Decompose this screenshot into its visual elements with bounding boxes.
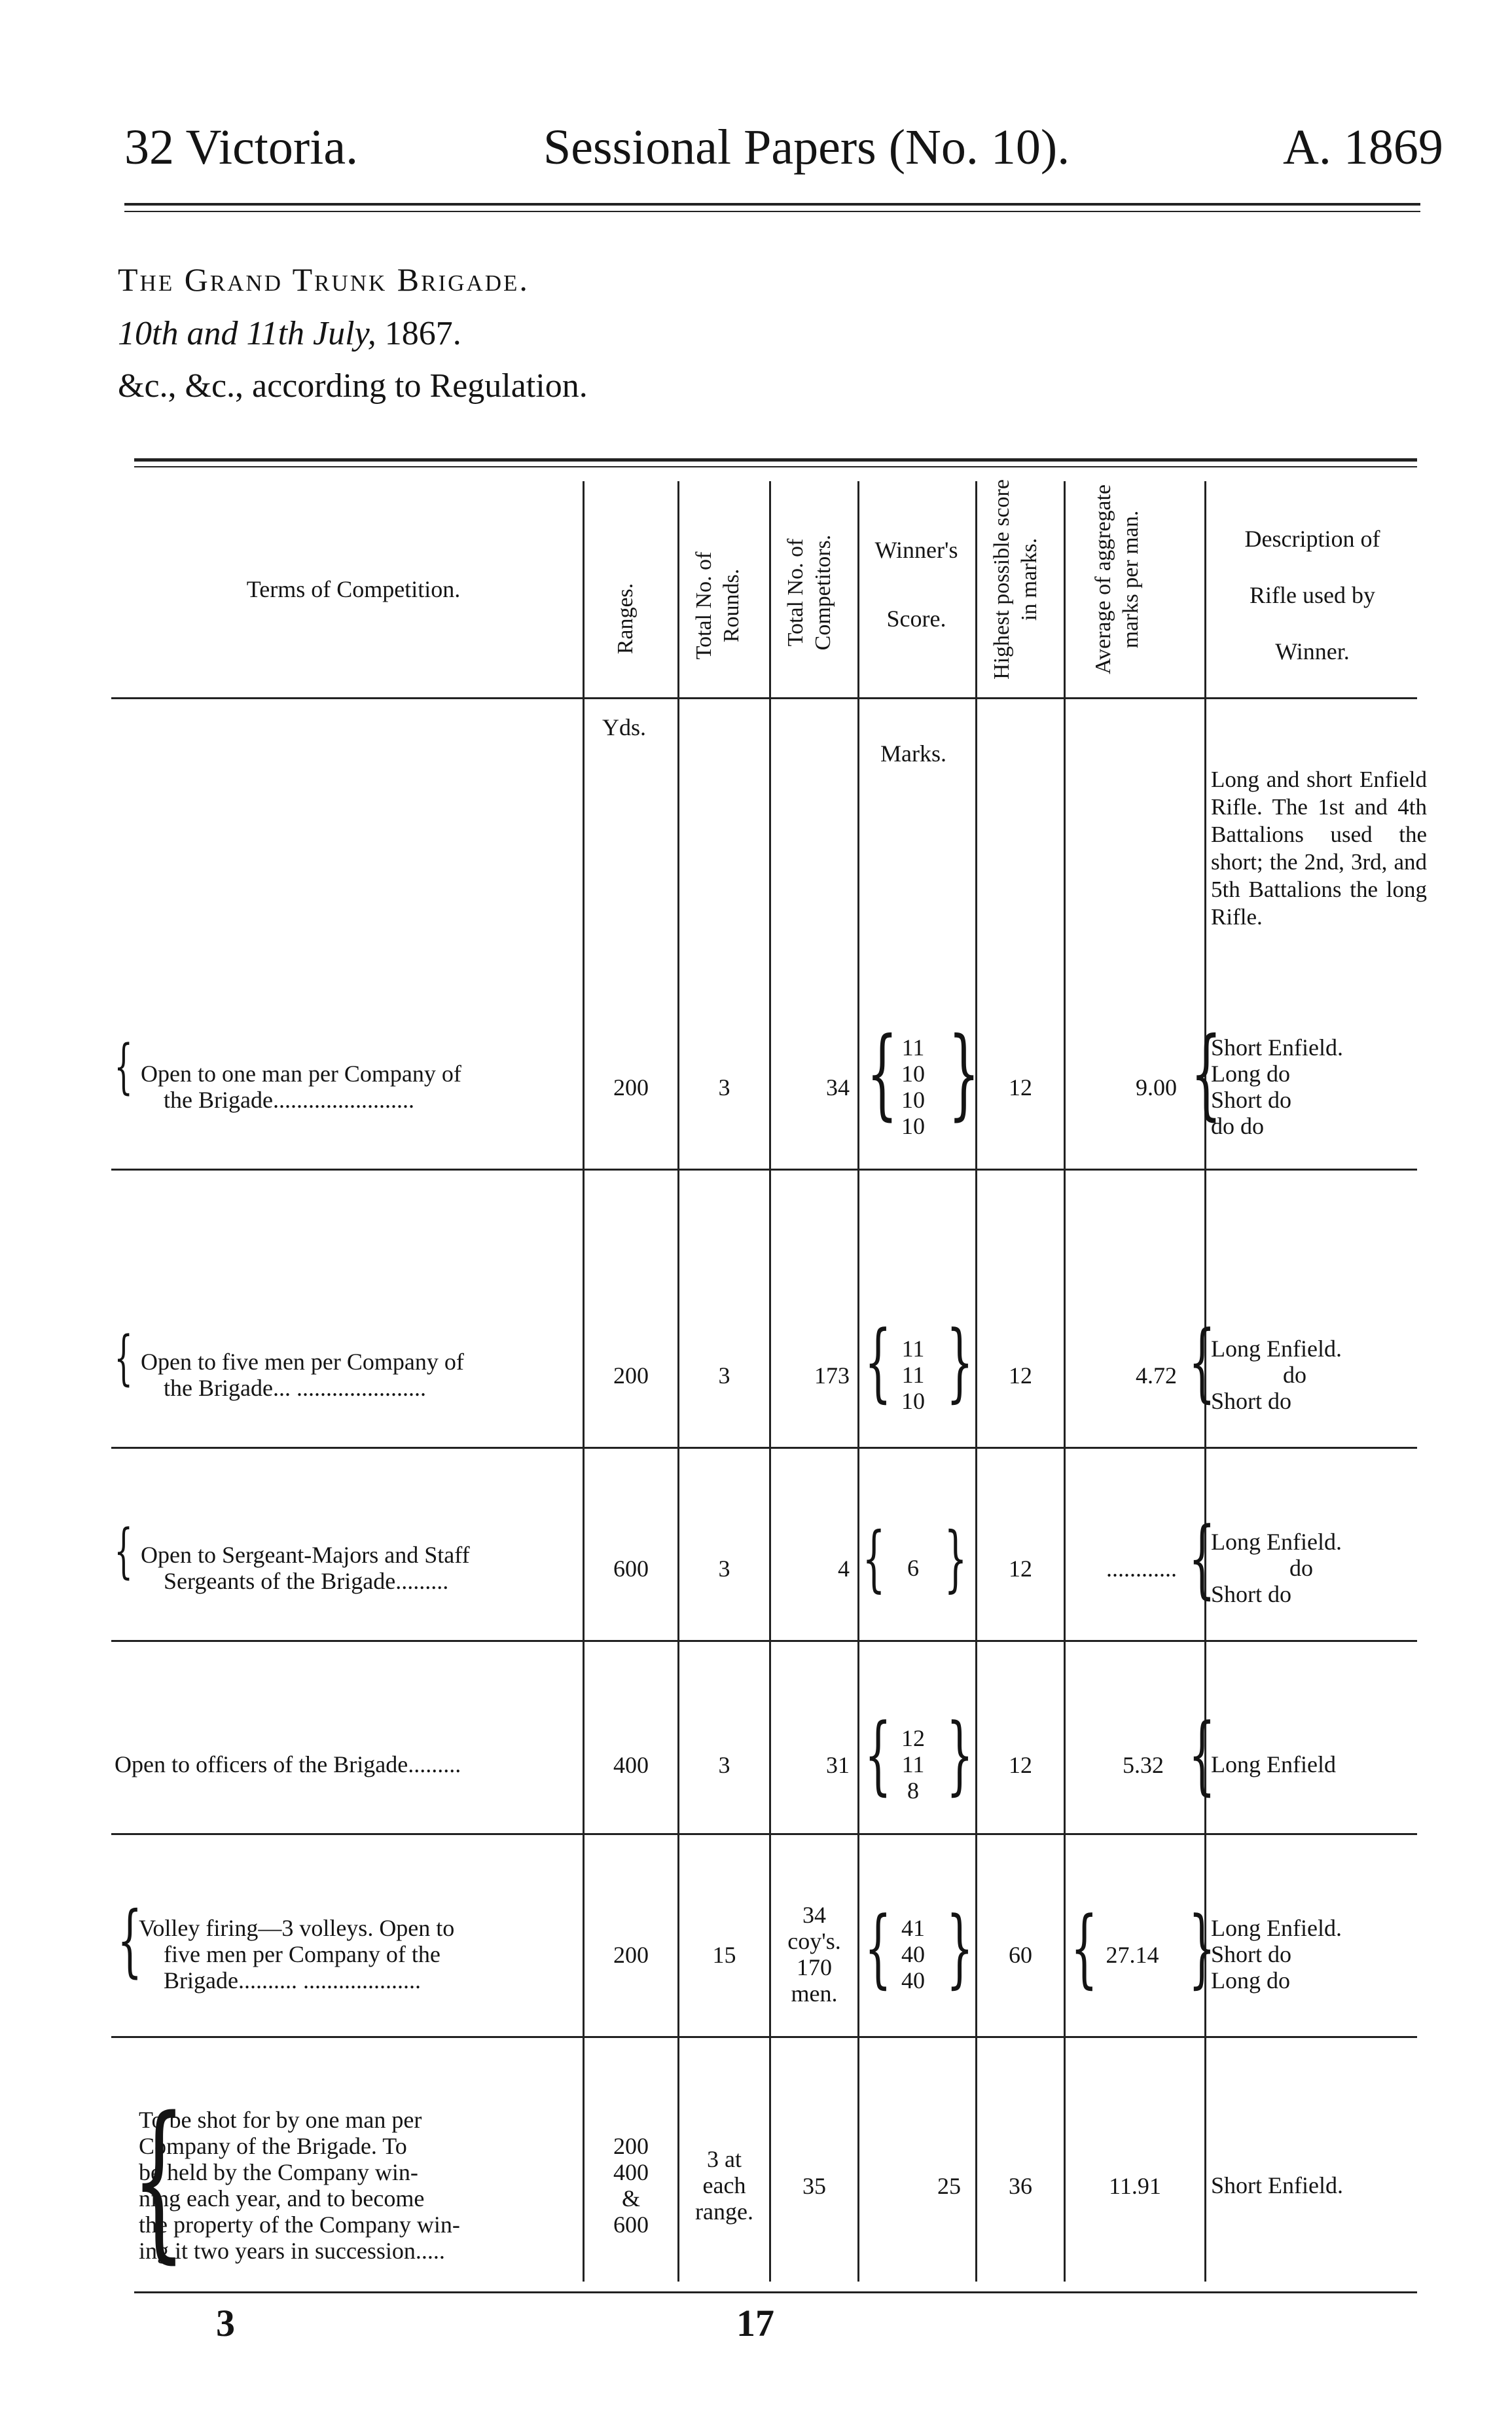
row1-score-d: 10 [901, 1113, 925, 1139]
row2-rifle-a: Long Enfield. [1211, 1336, 1342, 1362]
row2-terms-2: the Brigade... ...................... [164, 1375, 426, 1401]
row1-score-brace-left: { [866, 1017, 898, 1131]
row2-rifle-c: Short do [1211, 1388, 1292, 1414]
row5-average-brace-left: { [1070, 1898, 1098, 1997]
row5-competitors-stack [771, 1902, 857, 2007]
row6-range-a: 200 [613, 2133, 649, 2159]
row1-competitors: 34 [826, 1074, 850, 1101]
row3-rifle-stack [1211, 1529, 1342, 1607]
row6-range-stack [585, 2133, 677, 2238]
row3-rule [111, 1640, 1417, 1642]
row5-left-brace: { [117, 1895, 143, 1986]
row4-score-brace-right: } [946, 1705, 974, 1804]
table-top-rule [134, 458, 1417, 462]
row4-score-a: 12 [901, 1725, 925, 1751]
row3-rifle-c: Short do [1211, 1581, 1292, 1607]
row2-terms-1: Open to five men per Company of [141, 1349, 464, 1375]
row3-score-brace-right: } [944, 1516, 967, 1600]
row1-score-a: 11 [901, 1034, 925, 1061]
header-highest: Highest possible score in marks. [990, 479, 1041, 680]
section-terms: &c., &c., according to Regulation. [118, 367, 588, 405]
row3-competitors: 4 [838, 1556, 850, 1582]
row6-score: 25 [937, 2173, 961, 2199]
row6-highest: 36 [1009, 2173, 1032, 2199]
row1-rounds: 3 [718, 1074, 730, 1101]
row5-score-c: 40 [901, 1967, 925, 1993]
section-date [118, 314, 461, 353]
running-head-center: Sessional Papers (No. 10). [543, 120, 1070, 175]
row6-competitors: 35 [802, 2173, 826, 2199]
header-desc-1: Description of [1244, 526, 1380, 552]
row6-range-b: 400 [613, 2159, 649, 2185]
row2-range: 200 [613, 1362, 649, 1389]
row6-terms-stack [139, 2107, 571, 2264]
header-desc-3: Winner. [1275, 638, 1350, 664]
row5-terms-3: Brigade.......... .................... [164, 1967, 421, 1993]
row1-rifle-stack [1211, 1034, 1343, 1139]
row2-rounds: 3 [718, 1362, 730, 1389]
row5-competitors-c: 170 [797, 1954, 832, 1980]
row4-score-c: 8 [907, 1777, 919, 1804]
row5-average: 27.14 [1106, 1942, 1159, 1968]
footer-page-number: 17 [736, 2302, 774, 2344]
unit-marks: Marks. [880, 740, 946, 767]
row2-rifle-brace: { [1188, 1312, 1216, 1411]
row5-rifle-stack [1211, 1915, 1342, 1993]
date-day: 10th [118, 315, 179, 352]
row1-rifle-brace: { [1190, 1017, 1222, 1131]
row5-terms-2: five men per Company of the [164, 1941, 441, 1967]
row5-competitors-b: coy's. [787, 1928, 841, 1954]
table-top-rule-2 [134, 466, 1417, 467]
unit-yards: Yds. [602, 714, 647, 740]
row6-terms-f: ing it two years in succession..... [139, 2238, 445, 2264]
row3-rifle-a: Long Enfield. [1211, 1529, 1342, 1555]
date-rest: and 11th July, [178, 315, 376, 352]
row1-left-brace: { [114, 1032, 133, 1101]
row4-score-brace-left: { [864, 1705, 892, 1804]
table-bottom-rule [134, 2291, 1417, 2293]
row3-highest: 12 [1009, 1556, 1032, 1582]
head-rule-bottom [124, 211, 1420, 212]
row4-highest: 12 [1009, 1752, 1032, 1778]
row1-rifle-c: Short do [1211, 1087, 1292, 1113]
header-bottom-rule [111, 697, 1417, 699]
row6-left-brace: { [132, 2081, 187, 2279]
row3-range: 600 [613, 1556, 649, 1582]
row2-rifle-b: do [1283, 1362, 1306, 1388]
row5-highest: 60 [1009, 1942, 1032, 1968]
row6-terms-e: the property of the Company win- [139, 2212, 460, 2238]
row5-average-brace-right: } [1188, 1898, 1216, 1997]
row3-rifle-b: do [1289, 1555, 1313, 1581]
row3-score-stack [880, 1555, 946, 1581]
row2-score-b: 11 [901, 1362, 925, 1388]
row4-terms-1: Open to officers of the Brigade......... [115, 1751, 461, 1777]
row6-rounds-a: 3 at [707, 2146, 742, 2172]
row2-score-stack [880, 1336, 946, 1414]
header-winner-score-2: Score. [886, 606, 946, 632]
row6-average: 11.91 [1109, 2173, 1161, 2199]
header-competitors: Total No. of Competitors. [783, 534, 835, 651]
row6-terms-a: To be shot for by one man per [139, 2107, 422, 2133]
row1-score-brace-right: } [948, 1017, 980, 1131]
header-desc-2: Rifle used by [1250, 582, 1375, 608]
row6-terms-d: ning each year, and to become [139, 2185, 425, 2212]
row5-range: 200 [613, 1942, 649, 1968]
row6-terms-b: Company of the Brigade. To [139, 2133, 407, 2159]
row4-rounds: 3 [718, 1752, 730, 1778]
row2-score-c: 10 [901, 1388, 925, 1414]
row1-rifle-d: do do [1211, 1113, 1264, 1139]
row5-competitors-a: 34 [802, 1902, 826, 1928]
row1-range: 200 [613, 1074, 649, 1101]
row2-highest: 12 [1009, 1362, 1032, 1389]
header-ranges: Ranges. [613, 583, 638, 655]
row4-score-stack [880, 1725, 946, 1804]
row5-terms-1: Volley firing—3 volleys. Open to [139, 1915, 455, 1941]
rifle-general-note: Long and short Enfield Rifle. The 1st and 4th Battalions used the short; the 2nd, 3rd, and 5th Battalions the long Rifle. [1211, 767, 1427, 930]
row1-score-stack [880, 1034, 946, 1139]
row2-score-a: 11 [901, 1336, 925, 1362]
row1-highest: 12 [1009, 1074, 1032, 1101]
row2-left-brace: { [114, 1324, 133, 1393]
row5-rounds: 15 [712, 1942, 736, 1968]
running-head-right: A. 1869 [1283, 120, 1443, 175]
header-average: Average of aggregate marks per man. [1091, 484, 1143, 675]
row3-terms-1: Open to Sergeant-Majors and Staff [141, 1542, 470, 1568]
row5-competitors-d: men. [791, 1980, 838, 2007]
row6-rounds-stack [679, 2146, 769, 2225]
row2-rule [111, 1447, 1417, 1449]
row3-score-a: 6 [907, 1555, 919, 1581]
row2-score-brace-right: } [946, 1312, 974, 1411]
row4-range: 400 [613, 1752, 649, 1778]
date-year: 1867. [376, 315, 461, 352]
row1-terms-1: Open to one man per Company of [141, 1061, 461, 1087]
row2-score-brace-left: { [864, 1312, 892, 1411]
row6-terms-c: be held by the Company win- [139, 2159, 418, 2185]
row2-competitors: 173 [814, 1362, 850, 1389]
section-title: The Grand Trunk Brigade. [118, 261, 530, 298]
row3-rounds: 3 [718, 1556, 730, 1582]
row1-average: 9.00 [1136, 1074, 1177, 1101]
row5-score-b: 40 [901, 1941, 925, 1967]
row5-rifle-c: Long do [1211, 1967, 1290, 1993]
row6-range-c: & [621, 2185, 640, 2212]
row5-score-brace-right: } [946, 1898, 974, 1997]
row4-rifle-a: Long Enfield [1211, 1751, 1336, 1777]
row1-rifle-b: Long do [1211, 1061, 1290, 1087]
row4-competitors: 31 [826, 1752, 850, 1778]
header-rounds: Total No. of Rounds. [692, 551, 744, 660]
row6-rifle-a: Short Enfield. [1211, 2172, 1343, 2198]
row5-rifle-a: Long Enfield. [1211, 1915, 1342, 1941]
row4-rule [111, 1833, 1417, 1835]
row3-average: ............ [1106, 1556, 1177, 1582]
row5-rule [111, 2036, 1417, 2038]
row5-score-brace-left: { [864, 1898, 892, 1997]
row1-terms-2: the Brigade........................ [164, 1087, 414, 1113]
row5-rifle-b: Short do [1211, 1941, 1292, 1967]
row1-rule [111, 1169, 1417, 1171]
row1-score-b: 10 [901, 1061, 925, 1087]
row6-range-d: 600 [613, 2212, 649, 2238]
row1-score-c: 10 [901, 1087, 925, 1113]
row3-terms-2: Sergeants of the Brigade......... [164, 1568, 449, 1594]
row4-average: 5.32 [1123, 1752, 1164, 1778]
row3-score-brace-left: { [862, 1516, 886, 1600]
row3-rifle-brace: { [1188, 1508, 1216, 1608]
row2-rifle-stack [1211, 1336, 1342, 1414]
row5-score-stack [880, 1915, 946, 1993]
header-terms: Terms of Competition. [246, 576, 461, 602]
running-head-left: 32 Victoria. [124, 120, 359, 175]
row4-rifle-brace: { [1188, 1705, 1216, 1804]
footer-signature: 3 [216, 2302, 235, 2344]
head-rule-top [124, 203, 1420, 206]
row1-rifle-a: Short Enfield. [1211, 1034, 1343, 1061]
col-line-4 [857, 481, 859, 2282]
row3-left-brace: { [114, 1517, 133, 1586]
row2-average: 4.72 [1136, 1362, 1177, 1389]
row4-score-b: 11 [901, 1751, 925, 1777]
row6-rounds-c: range. [695, 2198, 753, 2225]
header-winner-score-1: Winner's [874, 537, 958, 563]
row6-rounds-b: each [702, 2172, 746, 2198]
row5-score-a: 41 [901, 1915, 925, 1941]
